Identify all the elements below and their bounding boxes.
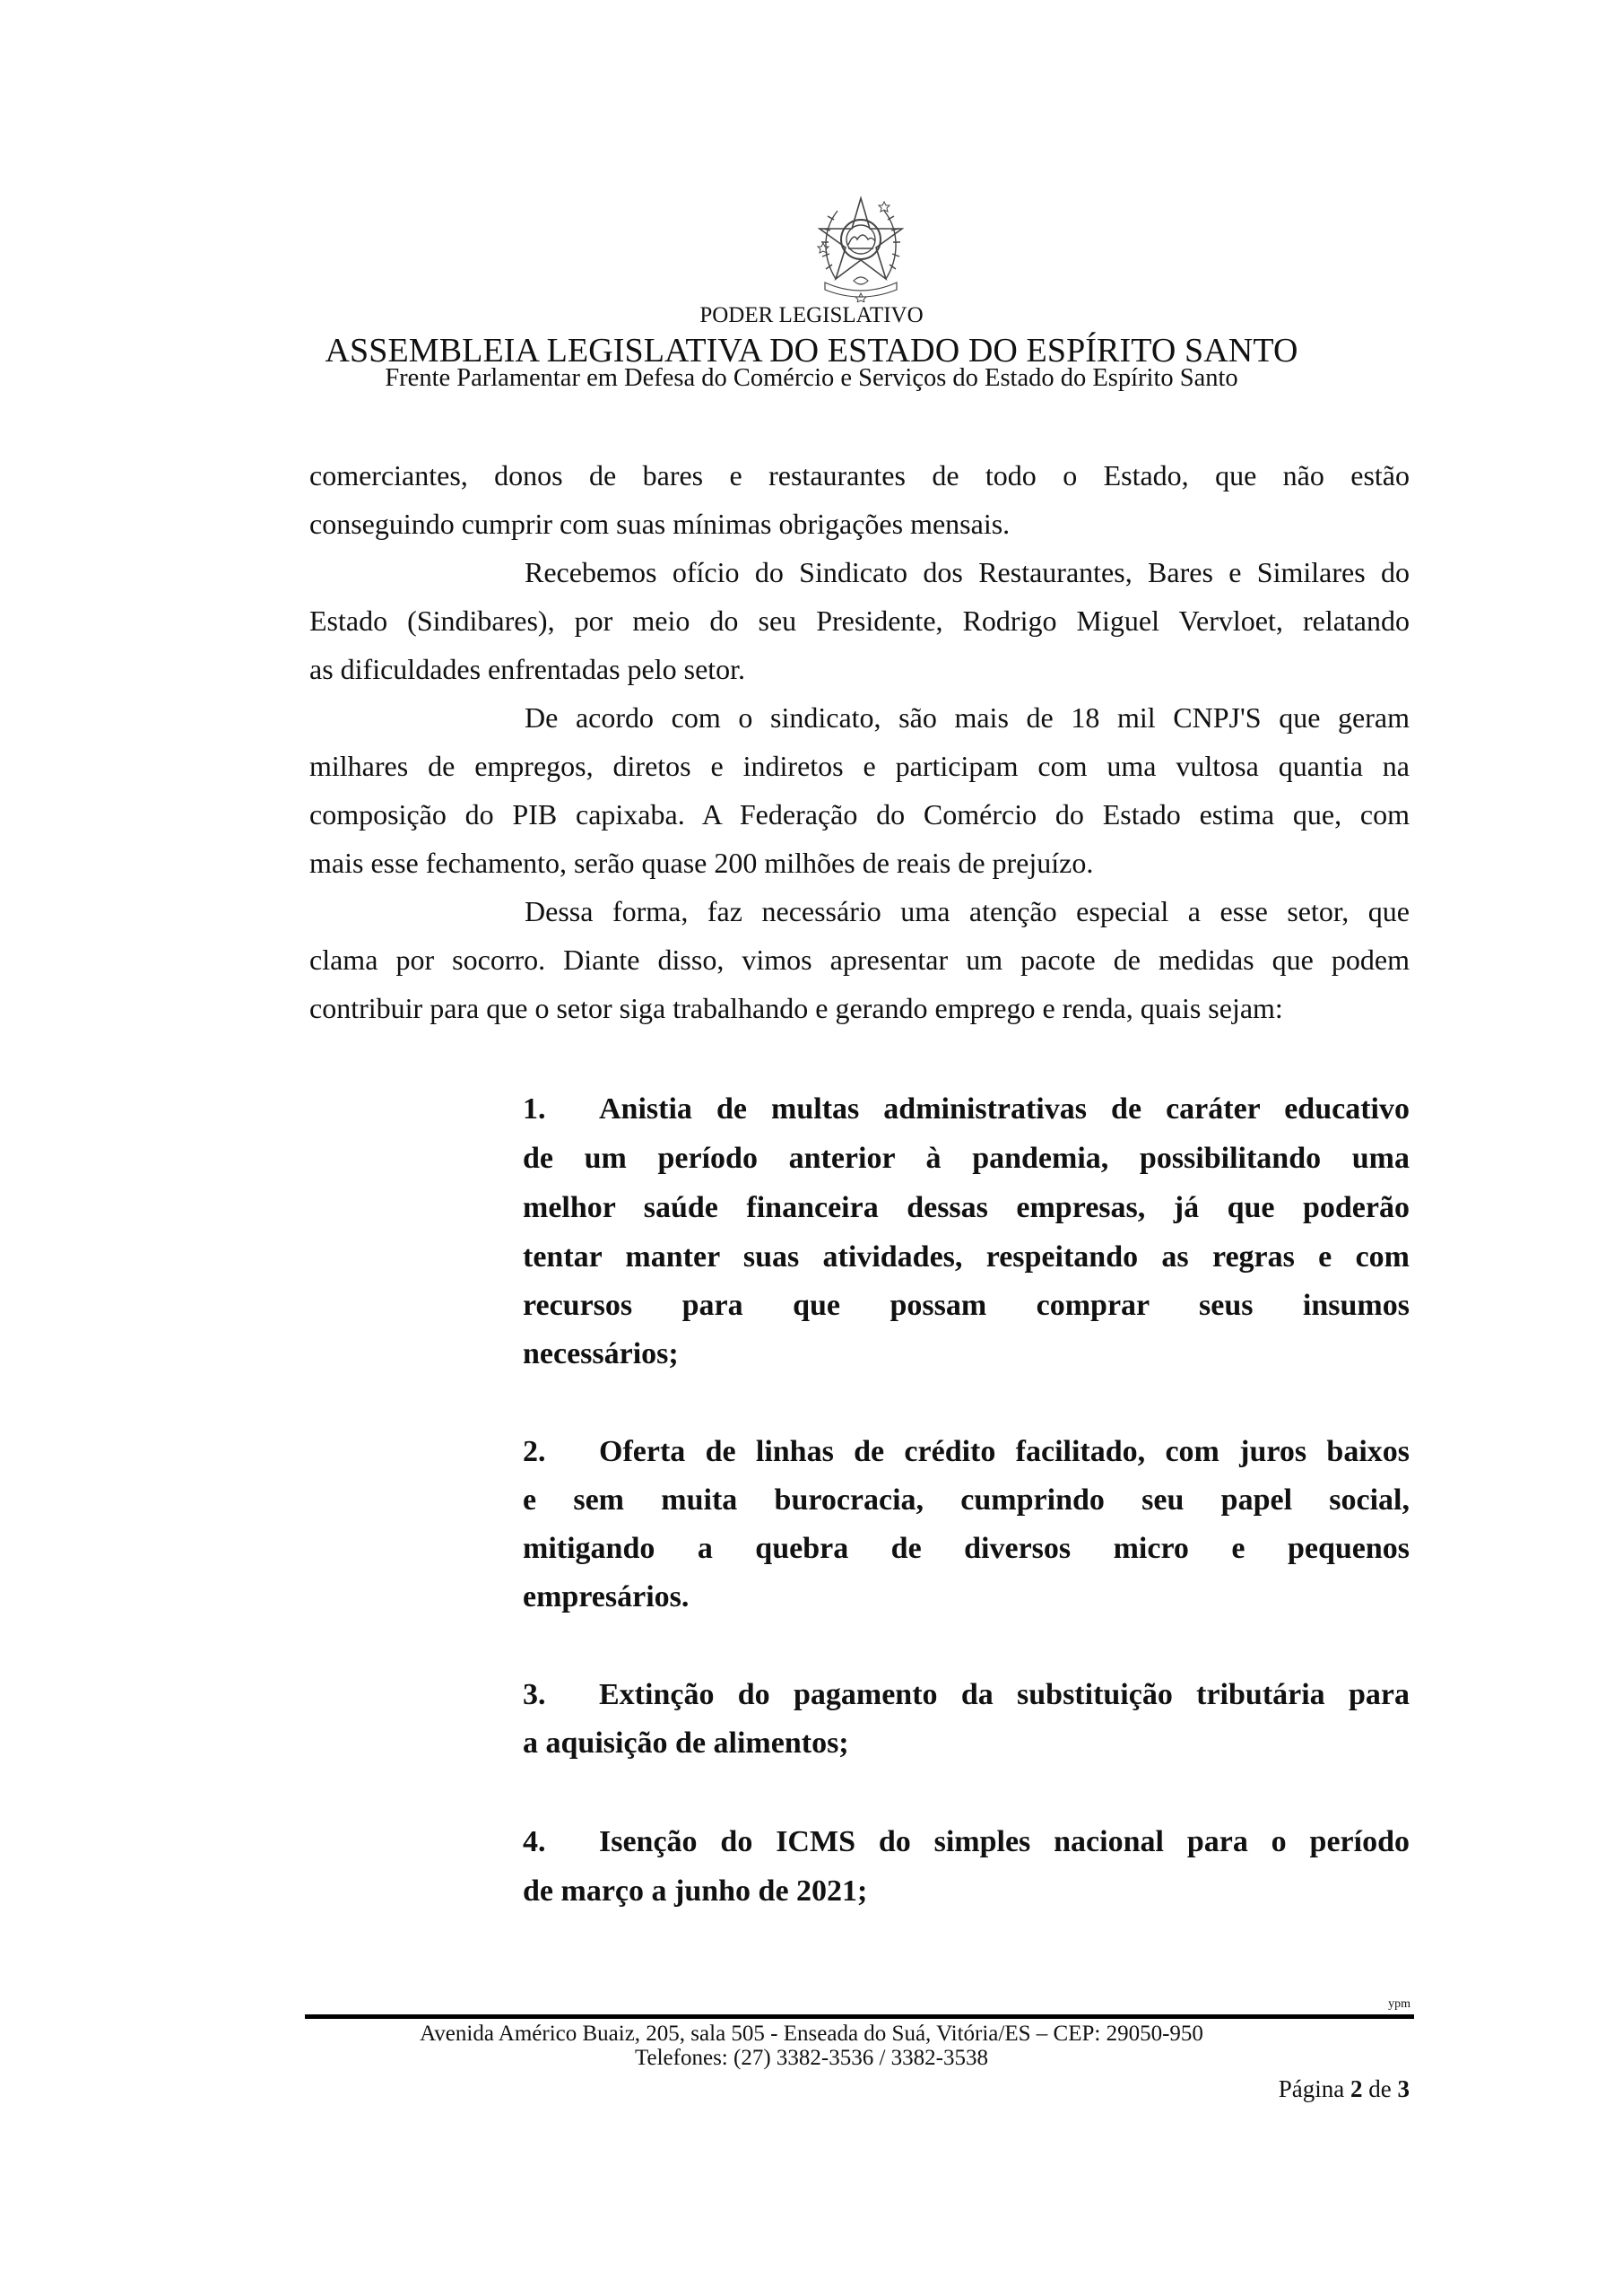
- paragraph-line: as dificuldades enfrentadas pelo setor.: [309, 653, 746, 685]
- paragraph-line: contribuir para que o setor siga trabalhando e gerando emprego e renda, quais sejam:: [309, 992, 1283, 1024]
- list-item-line: e sem muita burocracia, cumprindo seu papel social,: [523, 1483, 1410, 1517]
- paragraph-line: comerciantes, donos de bares e restaurantes de todo o Estado, que não estão: [309, 459, 1410, 491]
- footer-divider: [305, 2014, 1414, 2019]
- page-label: Página: [1278, 2075, 1345, 2102]
- paragraph-line: conseguindo cumprir com suas mínimas obrigações mensais.: [309, 508, 1011, 540]
- paragraph-line: clama por socorro. Diante disso, vimos apresentar um pacote de medidas que podem: [309, 944, 1410, 976]
- header-front: Frente Parlamentar em Defesa do Comércio e Serviços do Estado do Espírito Santo: [385, 364, 1238, 392]
- paragraph-line: Estado (Sindibares), por meio do seu Presidente, Rodrigo Miguel Vervloet, relatando: [309, 604, 1410, 637]
- paragraph-line: milhares de empregos, diretos e indiretos e participam com uma vultosa quantia na: [309, 750, 1410, 782]
- header-power: PODER LEGISLATIVO: [699, 303, 924, 327]
- page-of: de: [1368, 2075, 1392, 2102]
- coat-of-arms-icon: [811, 193, 911, 302]
- list-item-line: de um período anterior à pandemia, possibilitando uma: [523, 1142, 1410, 1175]
- list-item-line: melhor saúde financeira dessas empresas, já que poderão: [523, 1191, 1410, 1224]
- footer-phones: Telefones: (27) 3382-3536 / 3382-3538: [634, 2046, 988, 2070]
- page-current: 2: [1350, 2075, 1363, 2102]
- page-total: 3: [1397, 2075, 1410, 2102]
- list-item-line: necessários;: [523, 1337, 679, 1370]
- footer-address: Avenida Américo Buaiz, 205, sala 505 - Enseada do Suá, Vitória/ES – CEP: 29050-950: [420, 2022, 1203, 2046]
- author-initials: ypm: [1388, 1997, 1410, 2011]
- list-item-line: Oferta de linhas de crédito facilitado, com juros baixos: [599, 1435, 1410, 1468]
- list-item-line: Extinção do pagamento da substituição tributária para: [599, 1678, 1410, 1711]
- list-item-line: de março a junho de 2021;: [523, 1874, 868, 1908]
- list-item-number: 1.: [523, 1092, 546, 1126]
- paragraph-line: composição do PIB capixaba. A Federação do Comércio do Estado estima que, com: [309, 798, 1410, 831]
- list-item-line: a aquisição de alimentos;: [523, 1726, 849, 1760]
- list-item-line: Anistia de multas administrativas de caráter educativo: [599, 1092, 1410, 1126]
- list-item-line: mitigando a quebra de diversos micro e pequenos: [523, 1532, 1410, 1565]
- list-item-line: empresários.: [523, 1580, 690, 1613]
- page-number: [1279, 2077, 1410, 2101]
- list-item-number: 3.: [523, 1678, 546, 1711]
- paragraph-line: De acordo com o sindicato, são mais de 18 mil CNPJ'S que geram: [525, 701, 1410, 734]
- paragraph-line: Dessa forma, faz necessário uma atenção especial a esse setor, que: [525, 895, 1410, 927]
- list-item-number: 4.: [523, 1825, 546, 1858]
- list-item-line: Isenção do ICMS do simples nacional para o período: [599, 1825, 1410, 1858]
- list-item-line: tentar manter suas atividades, respeitando as regras e com: [523, 1240, 1410, 1274]
- header-institution: ASSEMBLEIA LEGISLATIVA DO ESTADO DO ESPÍRITO SANTO: [325, 332, 1298, 370]
- list-item-number: 2.: [523, 1435, 546, 1468]
- paragraph-line: mais esse fechamento, serão quase 200 milhões de reais de prejuízo.: [309, 847, 1094, 879]
- paragraph-line: Recebemos ofício do Sindicato dos Restaurantes, Bares e Similares do: [525, 556, 1410, 588]
- list-item-line: recursos para que possam comprar seus insumos: [523, 1289, 1410, 1322]
